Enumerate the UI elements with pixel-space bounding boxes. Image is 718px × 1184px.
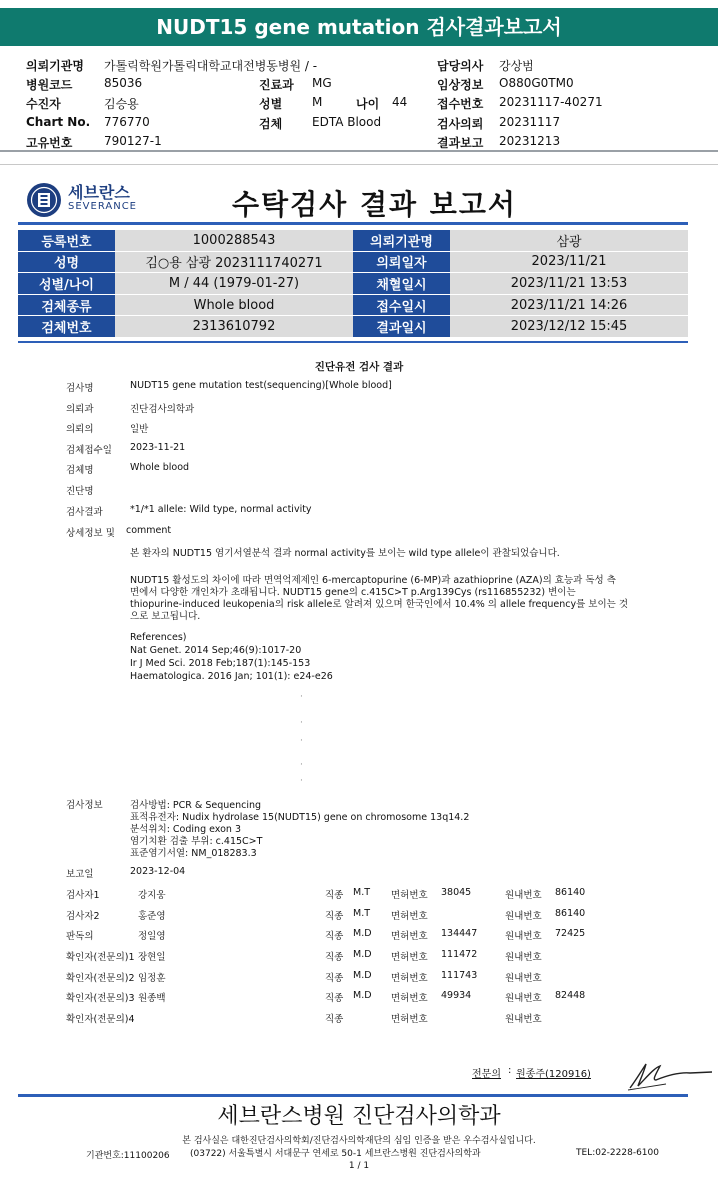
staff-role: 확인자(전문의)2 <box>66 973 135 984</box>
staff-title: M.D <box>353 928 372 939</box>
staff-internal-label: 원내번호 <box>505 952 542 963</box>
header-value: 20231117-40271 <box>499 95 603 109</box>
staff-internal: 86140 <box>555 908 586 919</box>
field-label: 의뢰의 <box>66 424 94 435</box>
specialist-name: 원종주(120916) <box>516 1069 591 1080</box>
info-value: 2313610792 <box>115 316 353 338</box>
info-key: 성별/나이 <box>18 273 115 295</box>
field-label: 진단명 <box>66 486 94 497</box>
header-value: 강상범 <box>499 59 534 73</box>
staff-title-label: 직종 <box>325 911 344 922</box>
footer-address: (03722) 서울특별시 서대문구 연세로 50-1 세브란스병원 진단검사의학과 <box>190 1149 481 1159</box>
logo-text <box>68 184 137 212</box>
staff-title-label: 직종 <box>325 973 344 984</box>
signature-icon <box>626 1058 716 1092</box>
footer-tel: TEL:02-2228-6100 <box>576 1148 659 1158</box>
info-key: 등록번호 <box>18 230 115 251</box>
staff-name: 강지웅 <box>138 890 166 901</box>
field-label: 검사결과 <box>66 507 103 518</box>
section-title: 진단유전 검사 결과 <box>314 361 404 373</box>
report-date-value: 2023-12-04 <box>130 866 186 877</box>
info-value: 1000288543 <box>115 230 353 251</box>
dot-mark: · <box>300 718 303 728</box>
staff-internal: 82448 <box>555 990 586 1001</box>
page-number: 1 / 1 <box>348 1161 370 1171</box>
info-row <box>18 251 688 273</box>
staff-role: 검사자1 <box>66 890 100 901</box>
header-label: 진료과 <box>259 78 294 92</box>
staff-license-label: 면허번호 <box>391 911 428 922</box>
report-date-label: 보고일 <box>66 869 94 880</box>
test-info-line: 염기치환 검출 부위: c.415C>T <box>130 836 263 847</box>
staff-role: 확인자(전문의)1 <box>66 952 135 963</box>
dot-mark: · <box>300 692 303 702</box>
header-value: MG <box>312 76 332 90</box>
specialist-sep: : <box>508 1065 512 1076</box>
info-value: M / 44 (1979-01-27) <box>115 273 353 295</box>
header-label: 검체 <box>259 117 283 131</box>
comment-p2-line2: 면에서 다양한 개인차가 초래됩니다. NUDT15 gene의 c.415C>T p.Arg139Cys (rs116855232) 변이는 <box>130 587 576 598</box>
footer-title: 세브란스병원 진단검사의학과 <box>217 1104 501 1129</box>
info-key: 접수일시 <box>353 294 450 316</box>
staff-title: M.D <box>353 949 372 960</box>
header-label: 고유번호 <box>26 136 73 150</box>
staff-title: M.D <box>353 970 372 981</box>
divider <box>18 1094 688 1097</box>
field-label: 검체접수일 <box>66 445 112 456</box>
divider <box>0 150 718 152</box>
staff-title: M.T <box>353 887 371 898</box>
header-label: 담당의사 <box>437 59 484 73</box>
info-row <box>18 273 688 295</box>
footer-note: 본 검사실은 대한진단검사의학회/진단검사의학재단의 심임 인증을 받은 우수검사실입니다. <box>182 1136 536 1146</box>
staff-title-label: 직종 <box>325 931 344 942</box>
divider <box>0 164 718 165</box>
header-label: 의뢰기관명 <box>26 59 84 73</box>
field-value: 2023-11-21 <box>130 442 186 453</box>
staff-role: 확인자(전문의)3 <box>66 993 135 1004</box>
reference-item: Ir J Med Sci. 2018 Feb;187(1):145-153 <box>130 658 311 669</box>
header-label: Chart No. <box>26 115 91 129</box>
info-key: 결과일시 <box>353 316 450 338</box>
divider <box>18 341 688 343</box>
dot-mark: · <box>300 736 303 746</box>
header-value: M <box>312 95 323 109</box>
staff-license-label: 면허번호 <box>391 931 428 942</box>
info-value: Whole blood <box>115 294 353 316</box>
top-title: NUDT15 gene mutation 검사결과보고서 <box>156 15 562 39</box>
info-value: 2023/11/21 14:26 <box>450 294 688 316</box>
dot-mark: · <box>300 760 303 770</box>
header-value: 20231117 <box>499 115 561 129</box>
field-label: 검사명 <box>66 383 94 394</box>
header-value: 가톨릭학원가톨릭대학교대전병동병원 / - <box>104 59 318 73</box>
staff-role: 판독의 <box>66 931 94 942</box>
field-label: 상세정보 및 <box>66 528 115 539</box>
header-label: 검사의뢰 <box>437 117 484 131</box>
field-label: 검체명 <box>66 465 94 476</box>
staff-name: 임정훈 <box>138 973 166 984</box>
info-value: 2023/11/21 <box>450 251 688 273</box>
reference-item: Nat Genet. 2014 Sep;46(9):1017-20 <box>130 645 302 656</box>
footer-inst: 기관번호:11100206 <box>86 1151 170 1161</box>
header-label: 결과보고 <box>437 136 484 150</box>
info-row <box>18 316 688 338</box>
test-info-line: 표적유전자: Nudix hydrolase 15(NUDT15) gene on chromosome 13q14.2 <box>130 812 470 823</box>
header-label: 임상정보 <box>437 78 484 92</box>
field-label: 의뢰과 <box>66 404 94 415</box>
header-value: 20231213 <box>499 134 561 148</box>
staff-license-label: 면허번호 <box>391 952 428 963</box>
staff-title: M.T <box>353 908 371 919</box>
test-info-line: 표준염기서열: NM_018283.3 <box>130 848 257 859</box>
header-value: 44 <box>392 95 408 109</box>
staff-internal-label: 원내번호 <box>505 911 542 922</box>
info-value: 2023/11/21 13:53 <box>450 273 688 295</box>
report-title: 수탁검사 결과 보고서 <box>232 188 517 221</box>
info-value: 삼광 <box>450 230 688 251</box>
header-label: 성별 <box>259 97 283 111</box>
staff-title-label: 직종 <box>325 952 344 963</box>
info-value: 2023/12/12 15:45 <box>450 316 688 338</box>
info-value: 김○용 삼광 2023111740271 <box>115 251 353 273</box>
dot-mark: · <box>300 776 303 786</box>
staff-name: 정일영 <box>138 931 166 942</box>
staff-license-label: 면허번호 <box>391 1014 428 1025</box>
field-value: 진단검사의학과 <box>130 404 195 415</box>
divider <box>18 222 688 225</box>
field-value: Whole blood <box>130 462 190 473</box>
header-value: EDTA Blood <box>312 115 382 129</box>
staff-license-label: 면허번호 <box>391 973 428 984</box>
info-key: 검체번호 <box>18 316 115 338</box>
comment-p1: 본 환자의 NUDT15 염기서열분석 결과 normal activity를 보이는 wild type allele이 관찰되었습니다. <box>130 548 560 559</box>
header-value: 85036 <box>104 76 143 90</box>
info-key: 의뢰기관명 <box>353 230 450 251</box>
staff-internal: 86140 <box>555 887 586 898</box>
severance-seal-icon <box>26 182 62 218</box>
reference-item: Haematologica. 2016 Jan; 101(1): e24-e26 <box>130 671 333 682</box>
header-label: 나이 <box>356 97 380 111</box>
specialist-label: 전문의 <box>472 1069 501 1080</box>
staff-license-label: 면허번호 <box>391 993 428 1004</box>
info-row <box>18 230 688 251</box>
staff-title: M.D <box>353 990 372 1001</box>
info-key: 의뢰일자 <box>353 251 450 273</box>
staff-license: 111472 <box>441 949 478 960</box>
logo-en: SEVERANCE <box>68 201 137 212</box>
staff-name: 원종백 <box>138 993 166 1004</box>
header-label: 수진자 <box>26 97 61 111</box>
field-value: NUDT15 gene mutation test(sequencing)[Whole blood] <box>130 380 392 391</box>
staff-internal-label: 원내번호 <box>505 973 542 984</box>
staff-internal-label: 원내번호 <box>505 1014 542 1025</box>
staff-internal: 72425 <box>555 928 586 939</box>
header-value: O880G0TM0 <box>499 76 574 90</box>
header-label: 접수번호 <box>437 97 484 111</box>
report-header-bar <box>0 8 718 46</box>
info-key: 검체종류 <box>18 294 115 316</box>
comment-p2-line1: NUDT15 활성도의 차이에 따라 면역억제제인 6-mercaptopurine (6-MP)과 azathioprine (AZA)의 효능과 독성 측 <box>130 575 616 586</box>
staff-internal-label: 원내번호 <box>505 993 542 1004</box>
references-title: References) <box>130 632 187 643</box>
info-row <box>18 294 688 316</box>
field-value: *1/*1 allele: Wild type, normal activity <box>130 504 312 515</box>
staff-license: 111743 <box>441 970 478 981</box>
field-value: 일반 <box>130 424 149 435</box>
staff-name: 장현일 <box>138 952 166 963</box>
header-value: 김승용 <box>104 97 139 111</box>
header-value: 790127-1 <box>104 134 162 148</box>
staff-name: 홍준영 <box>138 911 166 922</box>
test-info-line: 분석위치: Coding exon 3 <box>130 824 242 835</box>
staff-license: 134447 <box>441 928 478 939</box>
staff-role: 검사자2 <box>66 911 100 922</box>
comment-p2-line4: 으로 보고됩니다. <box>130 611 201 622</box>
info-key: 성명 <box>18 251 115 273</box>
field-value: comment <box>126 525 172 536</box>
logo-kr: 세브란스 <box>68 183 130 202</box>
staff-internal-label: 원내번호 <box>505 931 542 942</box>
staff-title-label: 직종 <box>325 890 344 901</box>
staff-title-label: 직종 <box>325 993 344 1004</box>
staff-title-label: 직종 <box>325 1014 344 1025</box>
staff-license: 38045 <box>441 887 472 898</box>
test-info-label: 검사정보 <box>66 800 103 811</box>
staff-license: 49934 <box>441 990 472 1001</box>
info-key: 채혈일시 <box>353 273 450 295</box>
staff-role: 확인자(전문의)4 <box>66 1014 135 1025</box>
test-info-line: 검사방법: PCR & Sequencing <box>130 800 262 811</box>
header-value: 776770 <box>104 115 150 129</box>
patient-info-table <box>18 230 688 338</box>
comment-p2-line3: thiopurine-induced leukopenia의 risk allele로 알려져 있으며 한국인에서 10.4% 의 allele frequency를 보이는 것 <box>130 599 629 610</box>
staff-internal-label: 원내번호 <box>505 890 542 901</box>
staff-license-label: 면허번호 <box>391 890 428 901</box>
header-label: 병원코드 <box>26 78 73 92</box>
